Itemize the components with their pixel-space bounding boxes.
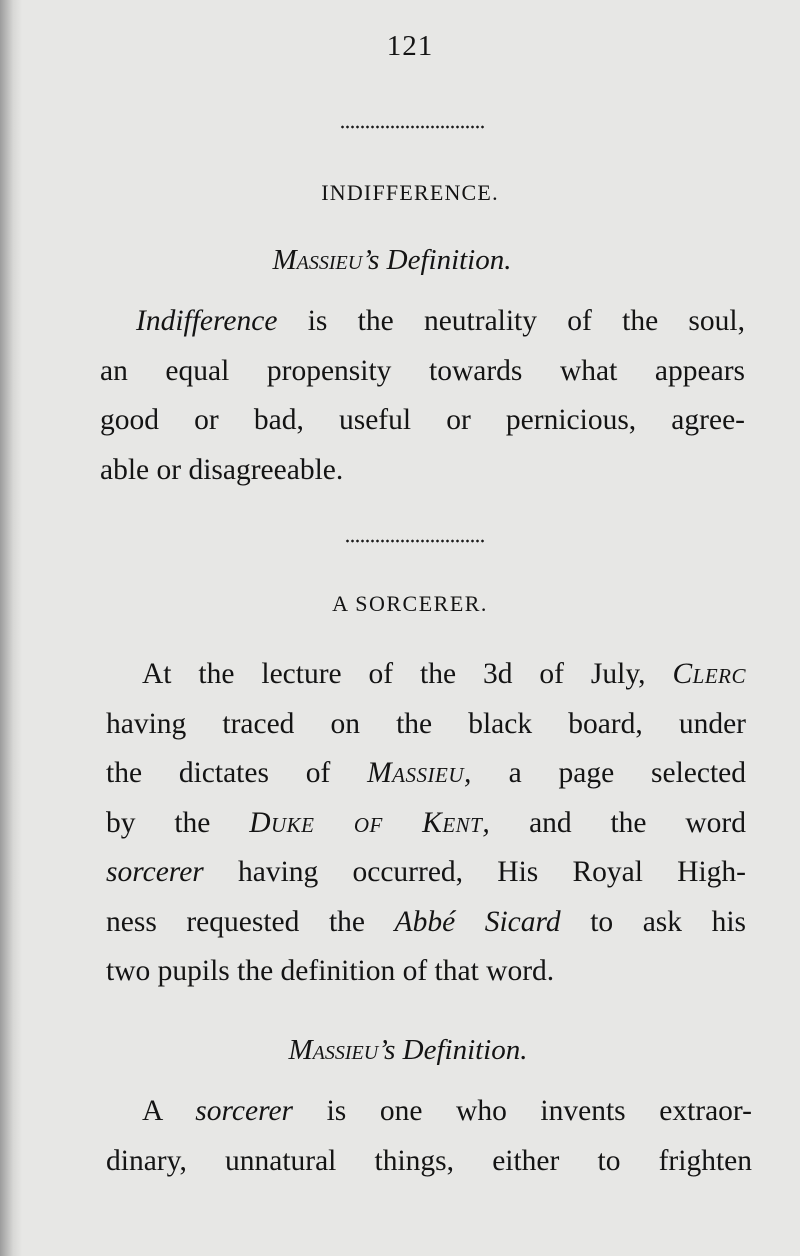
section-heading-indifference: INDIFFERENCE. (321, 180, 499, 205)
paragraph-line: an equal propensity towards what appears (100, 354, 745, 387)
line-text: is the neutrality of the soul, (277, 305, 745, 337)
page-number: 121 (386, 30, 434, 62)
paragraph-line (100, 297, 745, 347)
paragraph-line (106, 749, 746, 799)
subheading-rest: ’s Definition. (378, 1034, 528, 1066)
paragraph-line (106, 650, 746, 700)
line-text: At the lecture of the 3d of July, (142, 658, 673, 690)
sorcerer-definition-paragraph (106, 1087, 752, 1186)
line-text: having occurred, His Royal High- (203, 856, 746, 888)
proper-name: Massieu, (367, 757, 472, 789)
subheading-name: Massieu (288, 1034, 379, 1066)
italic-term: sorcerer (195, 1095, 294, 1127)
paragraph-line (106, 799, 746, 849)
paragraph-line: able or disagreeable. (100, 453, 344, 486)
indifference-definition-paragraph (100, 297, 745, 495)
paragraph-line (106, 1087, 752, 1137)
line-text: a page selected (471, 757, 747, 789)
italic-name: Abbé Sicard (394, 905, 561, 938)
proper-name: Clerc (672, 658, 746, 690)
section-heading-sorcerer: A SORCERER. (332, 591, 488, 616)
line-text: A (142, 1095, 196, 1127)
paragraph-line (106, 848, 746, 898)
section-divider (345, 538, 485, 544)
paragraph-line: dinary, unnatural things, either to frighten (106, 1144, 752, 1177)
proper-name: Duke of Kent, (249, 806, 491, 839)
line-text: by the (106, 806, 250, 839)
subheading-rest: ’s Definition. (362, 244, 512, 276)
line-text: is one who invents extraor- (293, 1095, 752, 1127)
line-text: to ask his (560, 905, 746, 938)
sorcerer-narrative-paragraph (106, 650, 746, 997)
paragraph-line: having traced on the black board, under (106, 707, 746, 740)
line-text: the dictates of (106, 757, 368, 789)
definition-subheading (82, 244, 702, 277)
subheading-name: Massieu (272, 244, 363, 276)
paragraph-line: good or bad, useful or pernicious, agree- (100, 404, 745, 436)
italic-term: Indifference (136, 305, 278, 337)
definition-subheading (98, 1034, 718, 1067)
line-text: ness requested the (106, 905, 395, 938)
paragraph-line: two pupils the definition of that word. (106, 955, 555, 987)
italic-term: sorcerer (106, 856, 204, 888)
page-gutter-shadow (0, 0, 22, 1256)
section-divider (340, 124, 485, 130)
paragraph-line (106, 898, 746, 948)
line-text: and the word (490, 806, 746, 839)
